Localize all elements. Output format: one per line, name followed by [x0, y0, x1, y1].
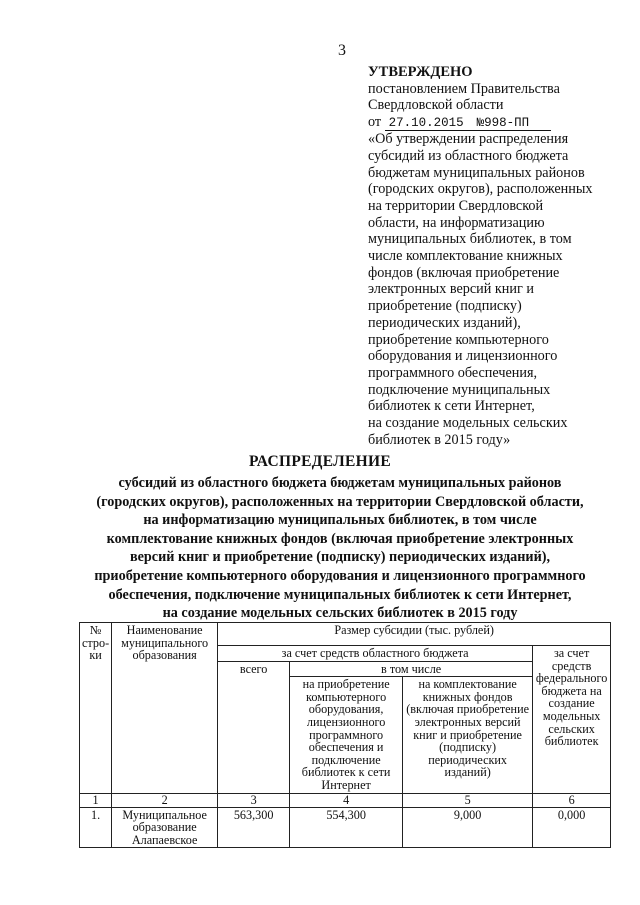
- header-equipment: на приобретение компьютерного оборудования, лицензионного программного обеспечения и подключение библиотек к сети Интернет: [290, 677, 403, 793]
- subtitle-line: комплектование книжных фондов (включая приобретение электронных: [106, 530, 574, 547]
- quote-line: «Об утверждении распределения: [368, 131, 569, 148]
- approval-line-1: постановлением Правительства: [368, 80, 560, 97]
- header-subsidy-amount: Размер субсидии (тыс. рублей): [218, 623, 611, 646]
- header-row: [80, 623, 611, 646]
- subtitle-line: субсидий из областного бюджета бюджетам муниципальных районов: [118, 475, 562, 491]
- approval-line-2: Свердловской области: [368, 97, 504, 114]
- subtitle-line: обеспечения, подключение муниципальных библиотек к сети Интернет,: [108, 586, 572, 603]
- header-federal-budget: за счет средств федерального бюджета на создание модельных сельских библиотек: [533, 646, 611, 794]
- cell-name: Муниципальное образование Алапаевское: [112, 807, 218, 848]
- cell-federal: 0,000: [533, 807, 611, 848]
- quote-line: оборудования и лицензионного: [368, 348, 558, 365]
- quote-line: библиотек в 2015 году»: [368, 431, 511, 448]
- subtitle-line: (городских округов), расположенных на территории Свердловской области,: [96, 493, 584, 510]
- column-number: 4: [290, 793, 403, 807]
- cell-book-funds: 9,000: [403, 807, 533, 848]
- subtitle-line: на информатизацию муниципальных библиотек, в том числе: [143, 512, 537, 529]
- quote-line: приобретение компьютерного: [368, 331, 549, 348]
- column-number: 5: [403, 793, 533, 807]
- approved-heading: УТВЕРЖДЕНО: [368, 64, 473, 80]
- column-number: 1: [80, 793, 112, 807]
- column-number-row: [80, 793, 611, 807]
- quote-line: на создание модельных сельских: [368, 415, 568, 432]
- header-total: всего: [218, 661, 290, 793]
- cell-total: 563,300: [218, 807, 290, 848]
- subtitle-line: приобретение компьютерного оборудования и лицензионного программного: [94, 567, 586, 584]
- table-row: [80, 807, 611, 848]
- subtitle-line: версий книг и приобретение (подписку) периодических изданий),: [129, 549, 551, 566]
- document-title: РАСПРЕДЕЛЕНИЕ: [249, 453, 391, 470]
- quote-line: периодических изданий),: [368, 314, 521, 331]
- quote-line: области, на информатизацию: [368, 214, 545, 231]
- cell-equipment: 554,300: [290, 807, 403, 848]
- quote-line: субсидий из областного бюджета: [368, 147, 569, 164]
- date-prefix: от: [368, 114, 382, 131]
- approval-date: 27.10.2015: [385, 116, 477, 131]
- approval-date-line: [368, 114, 628, 131]
- column-number: 2: [112, 793, 218, 807]
- quote-line: электронных версий книг и: [368, 281, 534, 298]
- quote-line: приобретение (подписку): [368, 298, 522, 315]
- subtitle-line: на создание модельных сельских библиотек в 2015 году: [162, 605, 518, 622]
- header-including: в том числе: [290, 661, 533, 677]
- column-number: 3: [218, 793, 290, 807]
- quote-line: на территории Свердловской: [368, 197, 544, 214]
- header-book-funds: на комплектование книжных фондов (включая приобретение электронных версий книг и приобретение (подписку) периодических изданий): [403, 677, 533, 793]
- quote-line: подключение муниципальных: [368, 381, 551, 398]
- quote-line: фондов (включая приобретение: [368, 264, 560, 281]
- header-row-no: № стро-ки: [80, 623, 112, 794]
- cell-row-no: 1.: [80, 807, 112, 848]
- header-name: Наименование муниципального образования: [112, 623, 218, 794]
- approval-quote: [368, 131, 628, 448]
- quote-line: муниципальных библиотек, в том: [368, 231, 572, 248]
- header-regional-budget: за счет средств областного бюджета: [218, 646, 533, 662]
- column-number: 6: [533, 793, 611, 807]
- document-subtitle: [40, 474, 640, 623]
- quote-line: числе комплектование книжных: [368, 248, 563, 265]
- approval-number: №998-ПП: [477, 116, 551, 131]
- approval-block: [368, 64, 628, 448]
- quote-line: (городских округов), расположенных: [368, 181, 593, 198]
- quote-line: бюджетам муниципальных районов: [368, 164, 585, 181]
- quote-line: библиотек к сети Интернет,: [368, 398, 535, 415]
- quote-line: программного обеспечения,: [368, 364, 538, 381]
- page-number: 3: [338, 42, 346, 59]
- subsidy-table: [79, 622, 611, 848]
